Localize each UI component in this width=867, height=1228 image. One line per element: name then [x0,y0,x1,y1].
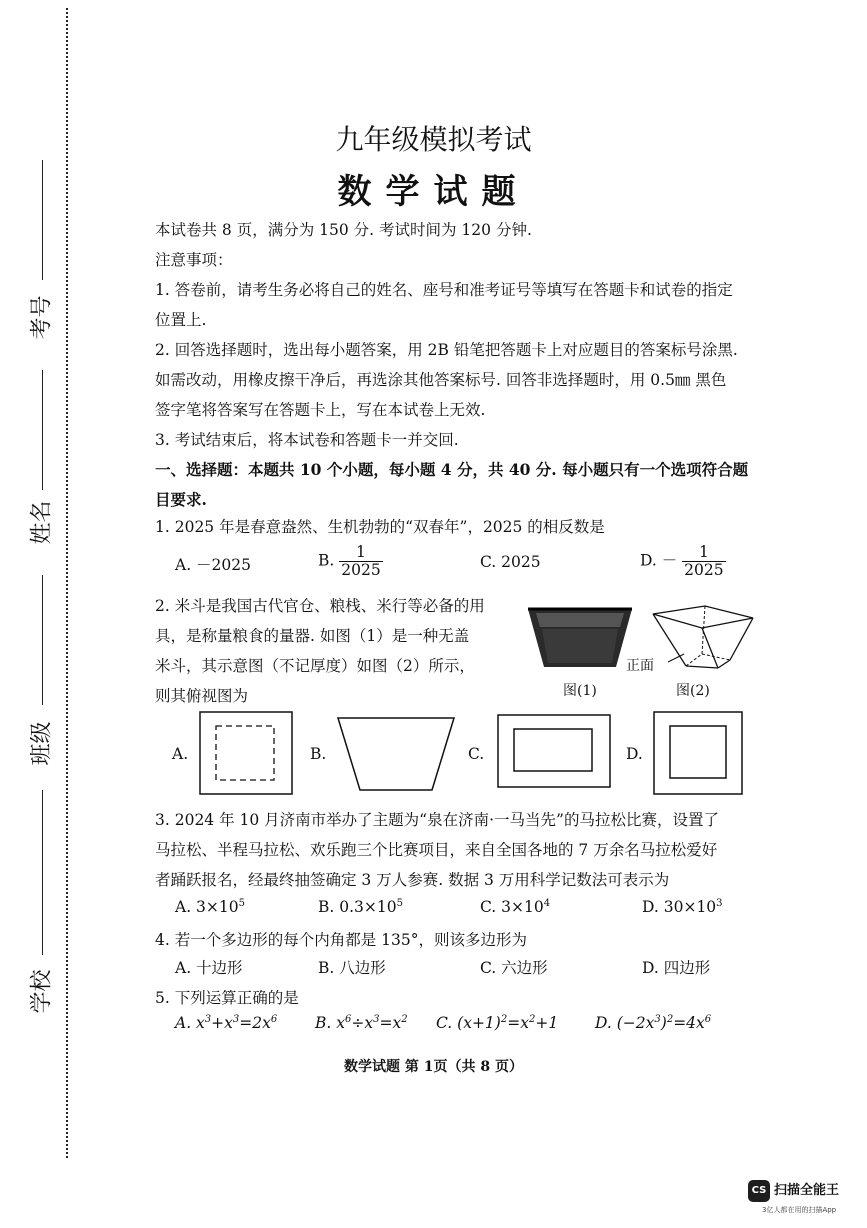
q4-option-c: C. 六边形 [480,959,548,977]
section-heading: 一、选择题：本题共 10 个小题，每小题 4 分，共 40 分. 每小题只有一个选项符合题 [155,460,749,479]
q3-line: 3. 2024 年 10 月济南市举办了主题为“泉在济南·一马当先”的马拉松比赛，设置了 [155,811,719,829]
intro-line: 签字笔将答案写在答题卡上，写在本试卷上无效. [155,401,486,419]
exam-title: 九年级模拟考试 [335,123,532,156]
q2-line: 2. 米斗是我国古代官仓、粮栈、米行等必备的用 [155,597,485,615]
q2-option-b-label: B. [310,745,327,763]
q5-option-c: C. $(x+1)^2=x^2+1$ [436,1014,559,1033]
q5-stem: 5. 下列运算正确的是 [155,989,299,1007]
q3-option-c: C. $3\times 10^4$ [480,898,551,917]
watermark-name: 扫描全能王 [774,1183,840,1198]
q4-stem: 4. 若一个多边形的每个内角都是 135°，则该多边形为 [155,931,527,949]
q3-option-b: B. $0.3\times 10^5$ [318,898,403,917]
banji-label: 班级 [29,721,55,766]
xingming-label: 姓名 [29,500,55,545]
q3-line: 马拉松、半程马拉松、欢乐跑三个比赛项目，来自全国各地的 7 万余名马拉松爱好 [155,841,718,859]
camscanner-logo-icon: CS [748,1180,770,1202]
q1-option-a: A. －2025 [175,556,251,574]
q4-option-b: B. 八边形 [318,959,386,977]
q2-option-a-label: A. [172,745,189,763]
kaohao-label: 考号 [29,295,55,340]
q2-option-d-figure [652,710,744,796]
banji-underline [42,575,43,705]
fig2-caption: 图(2) [676,683,710,699]
intro-line: 如需改动，用橡皮擦干净后，再选涂其他答案标号. 回答非选择题时，用 0.5㎜ 黑色 [155,371,727,389]
q2-option-a-figure [198,710,294,796]
intro-line: 1. 答卷前，请考生务必将自己的姓名、座号和准考证号等填写在答题卡和试卷的指定 [155,281,733,299]
fig1-rice-measure-photo [524,605,636,675]
q1-option-b: B. $\frac{1}{2025}$ [318,543,381,580]
q2-option-c-label: C. [468,745,485,763]
xuexiao-underline [42,790,43,955]
q2-option-d-label: D. [626,745,643,763]
q3-option-a: A. $3\times 10^5$ [175,898,245,917]
intro-line: 注意事项： [155,251,233,269]
q1-option-c: C. 2025 [480,553,541,571]
xingming-underline [42,370,43,490]
q5-option-b: B. $x^6\div x^3=x^2$ [315,1014,408,1033]
q5-option-d: D. $(-2x^3)^2=4x^6$ [595,1014,712,1033]
xuexiao-label: 学校 [29,969,55,1014]
q1-stem: 1. 2025 年是春意盎然、生机勃勃的“双春年”，2025 的相反数是 [155,518,605,536]
intro-line: 本试卷共 8 页，满分为 150 分. 考试时间为 120 分钟. [155,221,532,239]
fig2-frustum-diagram [650,604,756,674]
front-label: 正面 [626,658,654,674]
q4-option-a: A. 十边形 [175,959,243,977]
section-heading: 目要求. [155,490,207,509]
subject-title: 数学试题 [337,172,530,212]
watermark-tagline: 3亿人都在用的扫描App [762,1206,837,1214]
fraction: $\frac{1}{2025}$ [684,543,724,580]
q2-line: 则其俯视图为 [155,687,249,705]
q2-option-b-figure [336,714,456,794]
q3-option-d: D. $30\times 10^3$ [642,898,723,917]
fraction: $\frac{1}{2025}$ [341,543,381,580]
intro-line: 位置上. [155,311,207,329]
q1-option-d: D. － $\frac{1}{2025}$ [640,543,724,580]
q2-line: 具，是称量粮食的量器. 如图（1）是一种无盖 [155,627,470,645]
fig1-caption: 图(1) [563,683,597,699]
page-footer: 数学试题 第 1页（共 8 页） [344,1059,523,1075]
q2-line: 米斗，其示意图（不记厚度）如图（2）所示， [155,657,475,675]
intro-line: 2. 回答选择题时，选出每小题答案，用 2B 铅笔把答题卡上对应题目的答案标号涂黑. [155,341,738,359]
q5-option-a: A. $x^3+x^3=2x^6$ [175,1014,278,1033]
intro-line: 3. 考试结束后，将本试卷和答题卡一并交回. [155,431,459,449]
q3-line: 者踊跃报名，经最终抽签确定 3 万人参赛. 数据 3 万用科学记数法可表示为 [155,871,670,889]
q4-option-d: D. 四边形 [642,959,711,977]
q2-option-c-figure [496,713,612,789]
